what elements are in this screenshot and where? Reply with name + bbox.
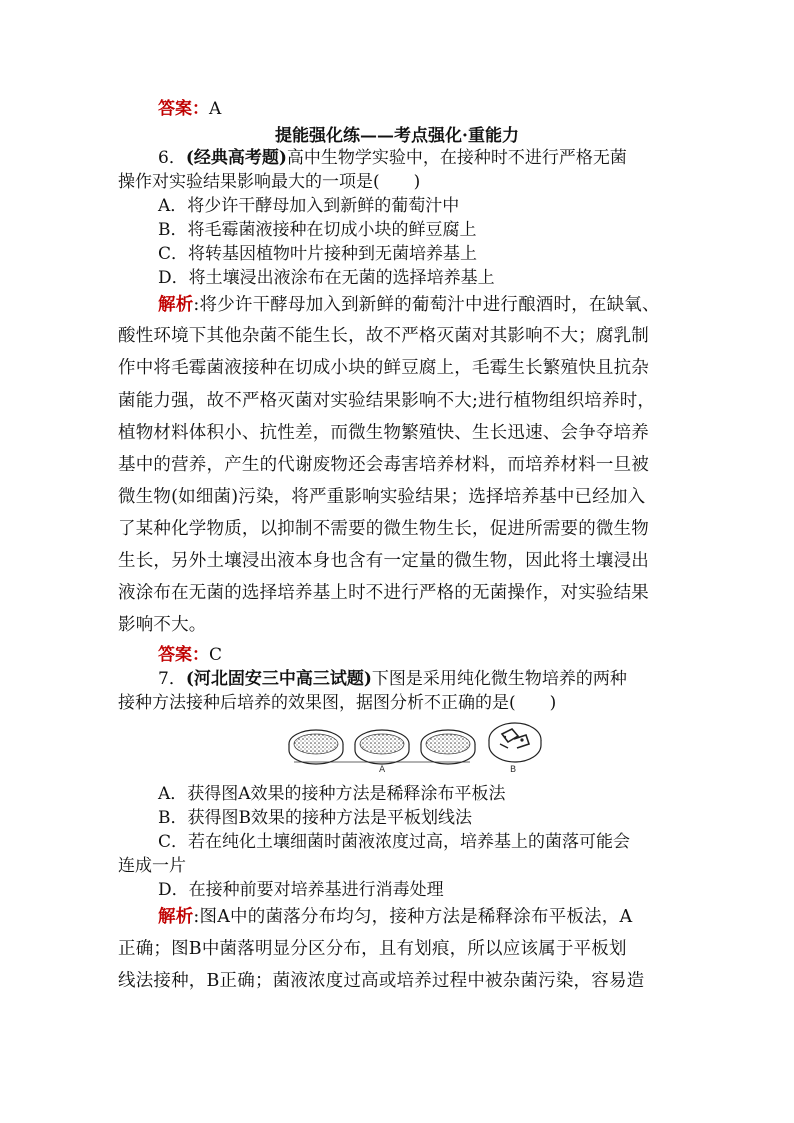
q6-analysis-first: :将少许干酵母加入到新鲜的葡萄汁中进行酿酒时，在缺氧、	[193, 295, 660, 315]
q7-stem-text: 下图是采用纯化微生物培养的两种	[371, 669, 627, 689]
q6-answer-value: C	[209, 645, 223, 665]
q6-stem-text: 高中生物学实验中，在接种时不进行严格无菌	[286, 148, 627, 168]
dish-b	[489, 723, 541, 762]
q6-option-a: A．将少许干酵母加入到新鲜的葡萄汁中	[158, 196, 460, 216]
q7-analysis-first: :图A中的菌落分布均匀，接种方法是稀释涂布平板法，A	[193, 907, 633, 927]
q6-analysis-line: 作中将毛霉菌液接种在切成小块的鲜豆腐上，毛霉生长繁殖快且抗杂	[118, 358, 649, 378]
figure-label-a: A	[379, 765, 386, 775]
q6-answer-label: 答案：	[158, 645, 209, 665]
q6-analysis-line: 菌能力强，故不严格灭菌对实验结果影响不大;进行植物组织培养时，	[118, 391, 656, 411]
q7-number: 7．	[158, 669, 186, 689]
q6-number: 6．	[158, 148, 186, 168]
q7-analysis-line1	[158, 905, 718, 929]
q6-answer-line	[158, 643, 718, 667]
q6-analysis-line: 生长，另外土壤浸出液本身也含有一定量的微生物，因此将土壤浸出	[118, 551, 649, 571]
q6-stem-line1	[158, 146, 718, 170]
q7-option-a: A．获得图A效果的接种方法是稀释涂布平板法	[158, 784, 506, 804]
q6-analysis-line: 微生物(如细菌)污染，将严重影响实验结果；选择培养基中已经加入	[118, 487, 646, 507]
answer-label: 答案：	[158, 99, 209, 119]
q6-analysis-label: 解析	[158, 295, 194, 315]
q7-option-b: B．获得图B效果的接种方法是平板划线法	[158, 808, 472, 828]
petri-dish-figure	[286, 718, 546, 776]
q6-option-b: B．将毛霉菌液接种在切成小块的鲜豆腐上	[158, 220, 477, 240]
q7-option-d: D．在接种前要对培养基进行消毒处理	[158, 880, 444, 900]
answer-line	[158, 97, 718, 121]
q6-analysis-line: 影响不大。	[118, 615, 207, 635]
q7-source: (河北固安三中高三试题)	[185, 669, 372, 689]
q6-analysis-line: 植物材料体积小、抗性差，而微生物繁殖快、生长迅速、会争夺培养	[118, 423, 649, 443]
q6-analysis-line: 液涂布在无菌的选择培养基上时不进行严格的无菌操作，对实验结果	[118, 583, 649, 603]
q6-option-d: D．将土壤浸出液涂布在无菌的选择培养基上	[158, 268, 495, 288]
dish-a-2	[355, 730, 409, 764]
q7-stem-line2: 接种方法接种后培养的效果图，据图分析不正确的是( )	[118, 693, 557, 713]
answer-value: A	[209, 99, 222, 119]
section-heading: 提能强化练——考点强化·重能力	[275, 126, 519, 146]
dish-a-3	[421, 730, 475, 764]
q6-source: (经典高考题)	[185, 148, 287, 168]
q7-option-c-cont: 连成一片	[118, 856, 186, 876]
q7-analysis-label: 解析	[158, 907, 194, 927]
q6-analysis-line: 酸性环境下其他杂菌不能生长，故不严格灭菌对其影响不大；腐乳制	[118, 326, 649, 346]
q6-analysis-line: 基中的营养，产生的代谢废物还会毒害培养材料，而培养材料一旦被	[118, 455, 649, 475]
figure-label-b: B	[510, 765, 517, 775]
q6-analysis-line: 了某种化学物质，以抑制不需要的微生物生长，促进所需要的微生物	[118, 519, 649, 539]
q7-analysis-line: 正确；图B中菌落明显分区分布，且有划痕，所以应该属于平板划	[118, 939, 627, 959]
q7-analysis-line: 线法接种，B正确；菌液浓度过高或培养过程中被杂菌污染，容易造	[118, 971, 645, 991]
q6-stem-line2: 操作对实验结果影响最大的一项是( )	[118, 172, 421, 192]
petri-dish-drawing	[286, 718, 546, 776]
q6-analysis-line1	[158, 293, 718, 317]
q7-option-c: C．若在纯化土壤细菌时菌液浓度过高，培养基上的菌落可能会	[158, 832, 631, 852]
q6-option-c: C．将转基因植物叶片接种到无菌培养基上	[158, 244, 478, 264]
dish-a-1	[289, 730, 343, 764]
q7-stem-line1	[158, 667, 718, 691]
